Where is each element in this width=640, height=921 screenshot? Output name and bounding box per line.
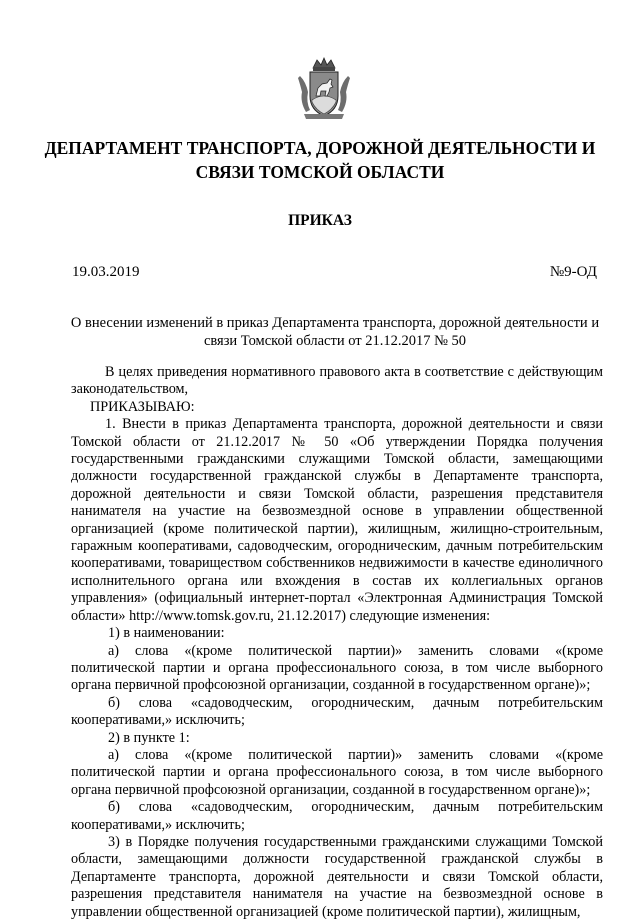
order-body (71, 364, 603, 921)
order-number: №9-ОД (549, 264, 597, 280)
coat-of-arms-icon (296, 56, 352, 120)
item-1-paragraph: 1. Внести в приказ Департамента транспорта, дорожной деятельности и связи Томской области от 21.12.2017 № 50 «Об утверждении Порядка получения государственными гражданскими служащими Томской области, замещающими должности государственной гражданской службы в Департаменте транспорта, дорожной деятельности и связи Томской области, разрешения представителя нанимателя на участие на безвозмездной основе в управлении общественной организацией (кроме политической партии), жилищным, жилищно-строительным, гаражным кооперативами, садоводческим, огородническим, дачным потребительским кооперативами, товариществом собственников недвижимости в качестве единоличного исполнительного органа или вхождения в состав их коллегиальных органов управления» (официальный интернет-портал «Электронная Администрация Томской области» http://www.tomsk.gov.ru, 21.12.2017) следующие изменения: (71, 416, 603, 624)
sub-item-1: 1) в наименовании: (108, 625, 225, 642)
department-title: ДЕПАРТАМЕНТ ТРАНСПОРТА, ДОРОЖНОЙ ДЕЯТЕЛЬНОСТИ И СВЯЗИ ТОМСКОЙ ОБЛАСТИ (44, 138, 596, 182)
sub-item-1a: а) слова «(кроме политической партии)» заменить словами «(кроме политической партии и органа профессионального союза, в том числе выборного органа первичной профсоюзной организации, созданной в государственном органе)»; (71, 642, 603, 694)
sub-item-1b: б) слова «садоводческим, огородническим, дачным потребительским кооперативами,» исключить; (71, 694, 603, 729)
sub-item-2a: а) слова «(кроме политической партии)» заменить словами «(кроме политической партии и органа профессионального союза, в том числе выборного органа первичной профсоюзной организации, созданной в государственном органе)»; (71, 746, 603, 798)
order-date: 19.03.2019 (72, 264, 140, 280)
sub-item-2: 2) в пункте 1: (108, 729, 190, 746)
sub-item-3: 3) в Порядке получения государственными гражданскими служащими Томской области, замещающими должности государственной гражданской службы в Департаменте транспорта, дорожной деятельности и связи Томской области, разрешения представителя нанимателя на участие на безвозмездной основе в управлении общественной организацией (кроме политической партии), жилищным, (71, 833, 603, 920)
order-title: ПРИКАЗ (288, 212, 352, 229)
sub-item-2b: б) слова «садоводческим, огородническим, дачным потребительским кооперативами,» исключить; (71, 799, 603, 833)
decree-line: ПРИКАЗЫВАЮ: (90, 398, 195, 415)
order-subject: О внесении изменений в приказ Департамента транспорта, дорожной деятельности и связи Томской области от 21.12.2017 № 50 (70, 315, 600, 349)
preamble-paragraph: В целях приведения нормативного правового акта в соответствие с действующим законодательством, (71, 364, 603, 398)
